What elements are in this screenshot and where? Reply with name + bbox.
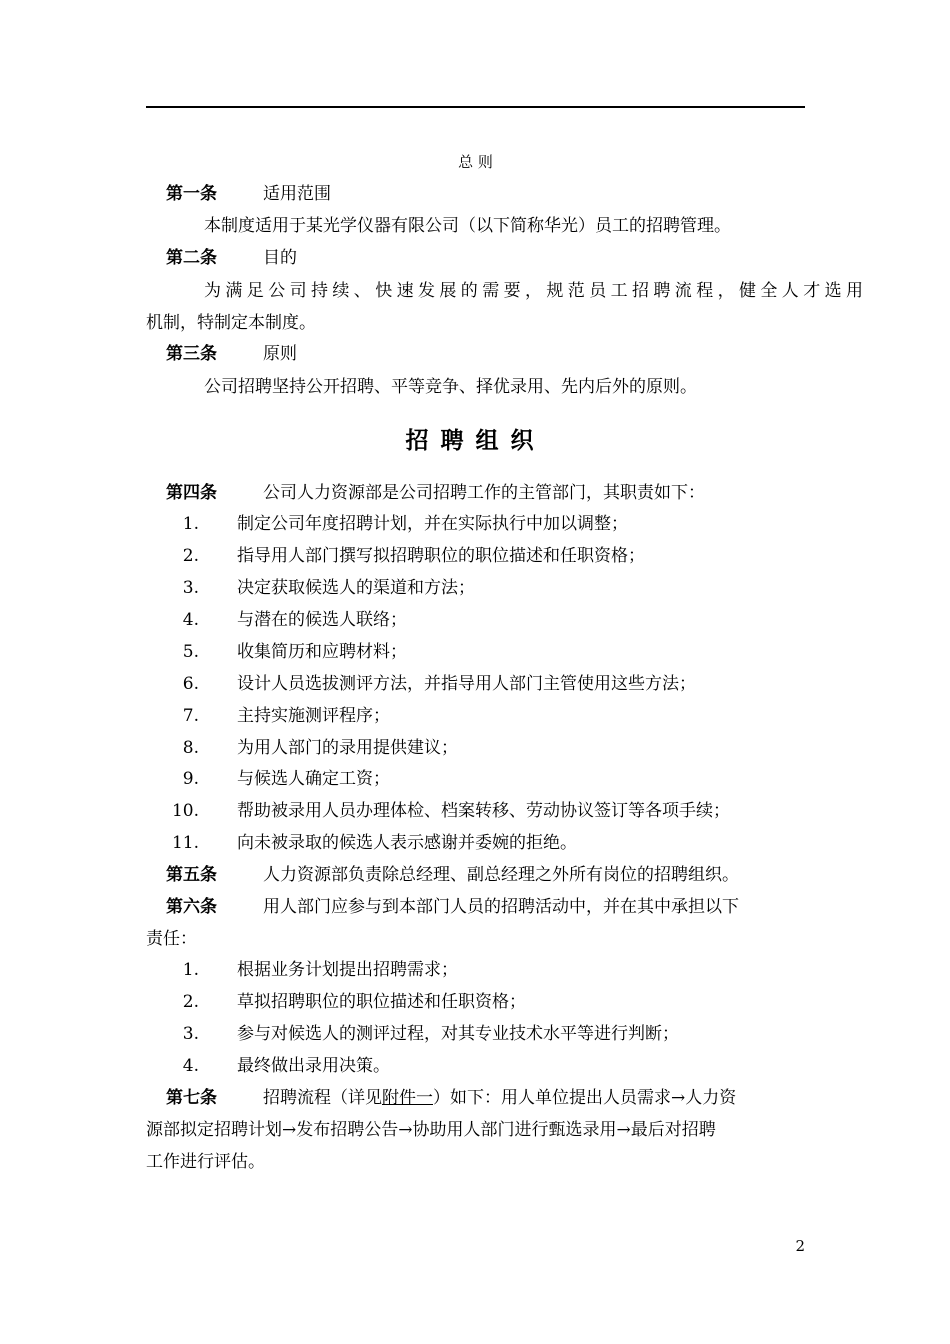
header-rule xyxy=(146,106,805,108)
list-item: 11. 向未被录取的候选人表示感谢并委婉的拒绝。 xyxy=(171,833,577,853)
article-6-text-line2: 责任： xyxy=(146,929,197,949)
attachment-link[interactable]: 附件一 xyxy=(382,1088,433,1108)
page-number: 2 xyxy=(795,1237,805,1255)
list-item: 7. 主持实施测评程序； xyxy=(182,706,390,726)
list-item: 1. 根据业务计划提出招聘需求； xyxy=(182,960,458,980)
list-item: 8. 为用人部门的录用提供建议； xyxy=(182,738,458,758)
list-item: 4. 与潜在的候选人联络； xyxy=(182,610,407,630)
article-4-heading: 第四条 公司人力资源部是公司招聘工作的主管部门，其职责如下： xyxy=(166,483,705,503)
list-item: 2. 指导用人部门撰写拟招聘职位的职位描述和任职资格； xyxy=(182,546,645,566)
list-item: 4. 最终做出录用决策。 xyxy=(182,1056,390,1076)
article-3-heading: 第三条 原则 xyxy=(166,344,297,364)
section-title-general: 总 则 xyxy=(458,153,493,171)
article-7-text-line3: 工作进行评估。 xyxy=(146,1152,265,1172)
list-item: 2. 草拟招聘职位的职位描述和任职资格； xyxy=(182,992,526,1012)
article-7-heading: 第七条 招聘流程（详见附件一）如下：用人单位提出人员需求→人力资 xyxy=(166,1088,737,1108)
article-5-heading: 第五条 人力资源部负责除总经理、副总经理之外所有岗位的招聘组织。 xyxy=(166,865,739,885)
article-2-text-line1: 为满足公司持续、快速发展的需要，规范员工招聘流程，健全人才选用 xyxy=(204,281,863,301)
article-2-heading: 第二条 目的 xyxy=(166,248,297,268)
list-item: 6. 设计人员选拔测评方法，并指导用人部门主管使用这些方法； xyxy=(182,674,696,694)
article-1-heading: 第一条 适用范围 xyxy=(166,184,331,204)
list-item: 10. 帮助被录用人员办理体检、档案转移、劳动协议签订等各项手续； xyxy=(171,801,730,821)
section-title-organization: 招聘组织 xyxy=(405,427,546,454)
list-item: 3. 参与对候选人的测评过程，对其专业技术水平等进行判断； xyxy=(182,1024,679,1044)
article-6-heading: 第六条 用人部门应参与到本部门人员的招聘活动中，并在其中承担以下 xyxy=(166,897,739,917)
list-item: 1. 制定公司年度招聘计划，并在实际执行中加以调整； xyxy=(182,514,628,534)
list-item: 3. 决定获取候选人的渠道和方法； xyxy=(182,578,475,598)
list-item: 9. 与候选人确定工资； xyxy=(182,769,390,789)
article-2-text-line2: 机制，特制定本制度。 xyxy=(146,313,316,333)
article-1-text: 本制度适用于某光学仪器有限公司（以下简称华光）员工的招聘管理。 xyxy=(204,216,731,236)
list-item: 5. 收集简历和应聘材料； xyxy=(182,642,407,662)
article-7-text-line2: 源部拟定招聘计划→发布招聘公告→协助用人部门进行甄选录用→最后对招聘 xyxy=(146,1120,716,1140)
article-3-text: 公司招聘坚持公开招聘、平等竞争、择优录用、先内后外的原则。 xyxy=(204,377,697,397)
